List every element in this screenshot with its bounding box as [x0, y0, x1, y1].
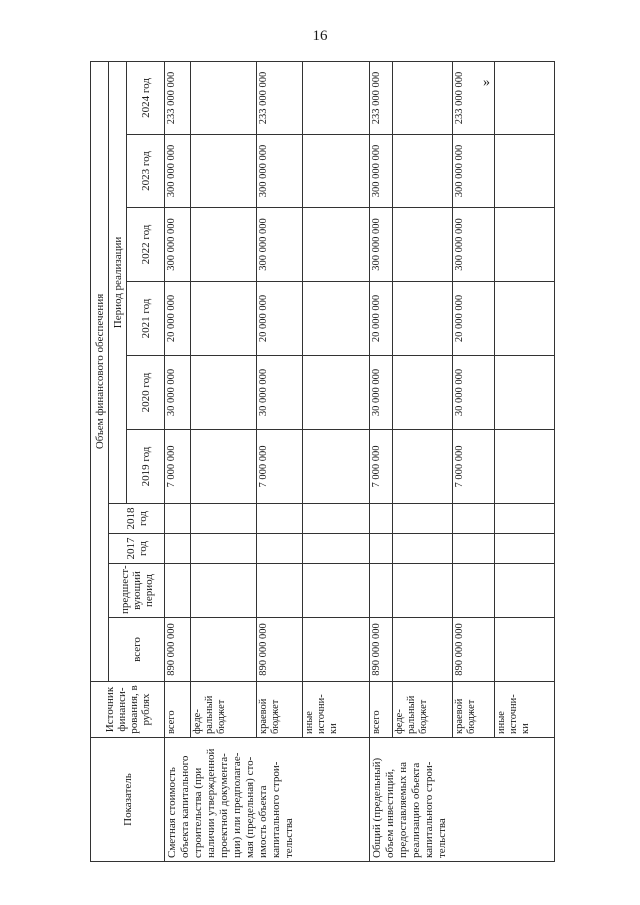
year-2022-cell	[494, 208, 554, 282]
year-2018-cell	[303, 504, 370, 534]
year-2019-cell	[494, 430, 554, 504]
table-row	[369, 61, 392, 861]
year-2024-cell: 233 000 000	[369, 61, 392, 134]
total-cell: 890 000 000	[257, 618, 303, 682]
year-2024-cell	[393, 61, 453, 134]
year-2023-cell	[190, 135, 257, 208]
year-2021-cell	[303, 282, 370, 356]
year-2019-cell	[190, 430, 257, 504]
year-2023-cell: 300 000 000	[369, 135, 392, 208]
source-cell: феде-ральный бюджет	[393, 682, 453, 738]
header-year-2019: 2019 год	[127, 430, 165, 504]
year-2019-cell: 7 000 000	[165, 430, 191, 504]
year-2020-cell	[494, 356, 554, 430]
source-cell: всего	[369, 682, 392, 738]
prev-cell	[165, 564, 191, 618]
year-2020-cell: 30 000 000	[453, 356, 495, 430]
year-2017-cell	[453, 534, 495, 564]
indicator-cell: Сметная стоимость объекта капитального строительства (при наличии утвержденной проектной документа-ции) или предполагае-мая (предельная) сто-имость объекта капитального строи-тельства	[165, 738, 370, 862]
year-2018-cell	[190, 504, 257, 534]
year-2023-cell: 300 000 000	[453, 135, 495, 208]
year-2020-cell: 30 000 000	[257, 356, 303, 430]
year-2022-cell: 300 000 000	[165, 208, 191, 282]
page-number: 16	[312, 28, 328, 44]
year-2019-cell: 7 000 000	[369, 430, 392, 504]
source-cell: иные источни-ки	[494, 682, 554, 738]
year-2020-cell	[303, 356, 370, 430]
header-year-2022: 2022 год	[127, 208, 165, 282]
year-2017-cell	[165, 534, 191, 564]
total-cell: 890 000 000	[453, 618, 495, 682]
prev-cell	[257, 564, 303, 618]
year-2021-cell	[393, 282, 453, 356]
year-2024-cell	[494, 61, 554, 134]
year-2017-cell	[393, 534, 453, 564]
financing-table	[90, 61, 555, 862]
year-2021-cell: 20 000 000	[369, 282, 392, 356]
total-cell	[303, 618, 370, 682]
year-2018-cell	[257, 504, 303, 534]
year-2021-cell: 20 000 000	[257, 282, 303, 356]
year-2024-cell: 233 000 000	[165, 61, 191, 134]
year-2023-cell: 300 000 000	[165, 135, 191, 208]
year-2018-cell	[393, 504, 453, 534]
year-2017-cell	[190, 534, 257, 564]
header-source: Источник финанси-рования, в рублях	[91, 682, 165, 738]
year-2018-cell	[165, 504, 191, 534]
year-2023-cell	[393, 135, 453, 208]
total-cell	[393, 618, 453, 682]
header-total: всего	[109, 618, 165, 682]
year-2021-cell	[190, 282, 257, 356]
indicator-cell: Общий (предельный) объем инвестиций, предоставляемых на реализацию объекта капитального строи-тельства	[369, 738, 554, 862]
year-2023-cell	[303, 135, 370, 208]
year-2018-cell	[453, 504, 495, 534]
header-year-2021: 2021 год	[127, 282, 165, 356]
year-2019-cell	[303, 430, 370, 504]
total-cell: 890 000 000	[165, 618, 191, 682]
total-cell: 890 000 000	[369, 618, 392, 682]
rotated-table-wrapper	[90, 62, 555, 862]
year-2024-cell: 233 000 000	[257, 61, 303, 134]
year-2020-cell	[393, 356, 453, 430]
prev-cell	[190, 564, 257, 618]
year-2017-cell	[257, 534, 303, 564]
header-implementation-period: Период реализации	[109, 61, 127, 503]
closing-quote: »	[483, 75, 490, 90]
year-2023-cell: 300 000 000	[257, 135, 303, 208]
year-2018-cell	[369, 504, 392, 534]
header-previous-period: предшест-вующий период	[109, 564, 165, 618]
header-indicator: Показатель	[91, 738, 165, 862]
year-2017-cell	[369, 534, 392, 564]
year-2022-cell: 300 000 000	[453, 208, 495, 282]
year-2024-cell	[190, 61, 257, 134]
year-2021-cell	[494, 282, 554, 356]
source-cell: всего	[165, 682, 191, 738]
prev-cell	[393, 564, 453, 618]
year-2021-cell: 20 000 000	[453, 282, 495, 356]
year-2022-cell	[190, 208, 257, 282]
total-cell	[190, 618, 257, 682]
year-2022-cell: 300 000 000	[369, 208, 392, 282]
year-2021-cell: 20 000 000	[165, 282, 191, 356]
year-2024-cell	[303, 61, 370, 134]
year-2023-cell	[494, 135, 554, 208]
prev-cell	[453, 564, 495, 618]
header-year-2024: 2024 год	[127, 61, 165, 134]
prev-cell	[303, 564, 370, 618]
year-2019-cell: 7 000 000	[453, 430, 495, 504]
year-2020-cell: 30 000 000	[369, 356, 392, 430]
year-2022-cell: 300 000 000	[257, 208, 303, 282]
prev-cell	[369, 564, 392, 618]
source-cell: краевой бюджет	[257, 682, 303, 738]
source-cell: феде-ральный бюджет	[190, 682, 257, 738]
year-2024-cell: 233 000 000	[453, 61, 495, 134]
header-year-2017: 2017 год	[109, 534, 165, 564]
year-2020-cell: 30 000 000	[165, 356, 191, 430]
header-year-2020: 2020 год	[127, 356, 165, 430]
header-volume: Объем финансового обеспечения	[91, 61, 109, 681]
year-2018-cell	[494, 504, 554, 534]
prev-cell	[494, 564, 554, 618]
total-cell	[494, 618, 554, 682]
year-2017-cell	[303, 534, 370, 564]
year-2019-cell	[393, 430, 453, 504]
table-row	[165, 61, 191, 861]
year-2020-cell	[190, 356, 257, 430]
year-2022-cell	[303, 208, 370, 282]
header-year-2023: 2023 год	[127, 135, 165, 208]
rotated-table-content	[90, 62, 555, 862]
source-cell: иные источни-ки	[303, 682, 370, 738]
year-2017-cell	[494, 534, 554, 564]
header-year-2018: 2018 год	[109, 504, 165, 534]
year-2022-cell	[393, 208, 453, 282]
year-2019-cell: 7 000 000	[257, 430, 303, 504]
source-cell: краевой бюджет	[453, 682, 495, 738]
